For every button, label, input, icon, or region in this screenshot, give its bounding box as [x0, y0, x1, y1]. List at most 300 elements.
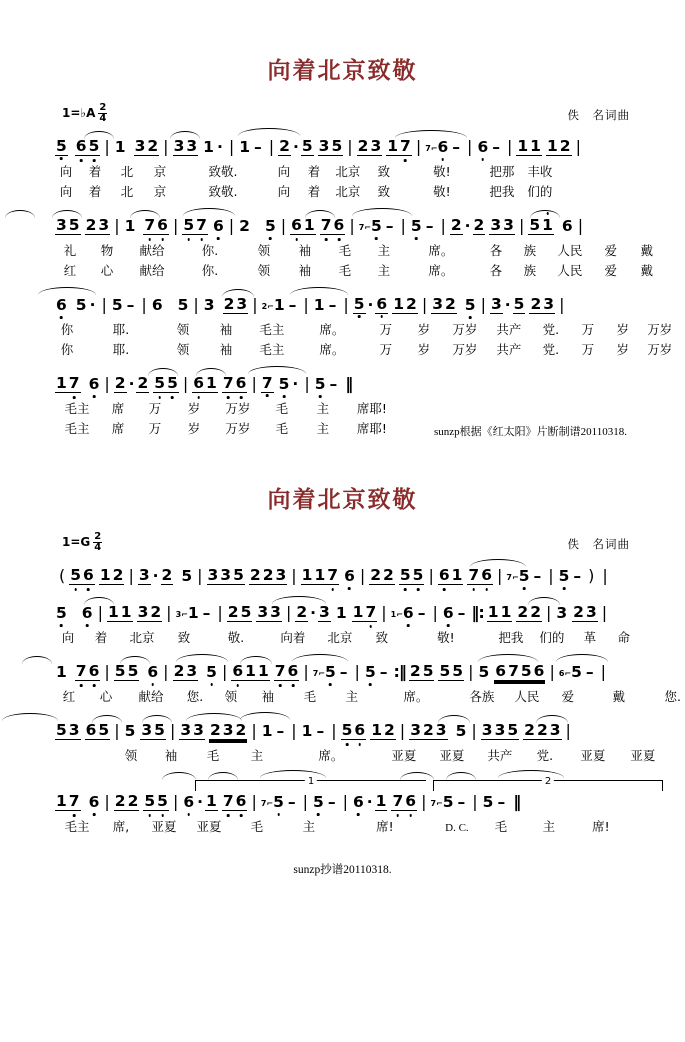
barline: | — [101, 295, 107, 314]
barline: | — [565, 721, 571, 740]
lyric-syllable: 万岁 — [647, 322, 673, 337]
barline: | — [163, 662, 169, 681]
note: 1 — [257, 662, 269, 680]
lyric-syllable: 万岁 — [452, 322, 478, 337]
lyric-syllable: 人民 — [557, 263, 583, 278]
barline: | — [467, 137, 473, 156]
note: 2 — [536, 721, 548, 739]
note: 7 — [222, 374, 234, 392]
lyric-syllable: 毛 — [250, 819, 264, 834]
note: 2 — [384, 721, 395, 739]
note: 5 — [68, 216, 80, 234]
accidental-mark: 7⌐ — [430, 799, 443, 808]
lyric-syllable: 席。 — [319, 342, 345, 357]
note: 1 — [335, 604, 347, 622]
note: 3 — [180, 721, 192, 739]
lyric-syllable: 向 — [59, 164, 73, 179]
lyric-syllable: 席。 — [428, 243, 454, 258]
barline: | — [349, 216, 355, 235]
note: 5 — [452, 662, 464, 680]
lyric-syllable: 主 — [377, 243, 391, 258]
note: 3 — [257, 603, 269, 621]
barline: | — [497, 566, 503, 585]
song-2-system-3 — [0, 721, 685, 764]
key-signature-text: 1=G — [62, 535, 91, 549]
note: 7 — [365, 603, 377, 621]
song-1-system-2 — [0, 216, 685, 279]
slur-mark — [556, 654, 608, 662]
lyric-line — [55, 628, 663, 646]
lyric-syllable: 献给 — [139, 243, 165, 258]
song-2-system-4 — [0, 778, 685, 835]
barline: | — [172, 792, 179, 811]
note: 5 — [273, 793, 284, 811]
note: 2 — [137, 374, 149, 392]
note: 5 — [353, 295, 365, 313]
note: 1 — [187, 604, 199, 622]
note: 6 — [88, 793, 100, 811]
note: 7 — [261, 374, 273, 392]
note: 3 — [318, 137, 330, 155]
note: 6 — [376, 295, 388, 313]
note: 3 — [236, 295, 248, 313]
note: 3 — [141, 721, 153, 739]
lyric-syllable: 耶. — [112, 342, 130, 357]
note: 1 — [530, 137, 541, 155]
barline: | — [251, 374, 257, 393]
barline: | — [399, 721, 406, 740]
note: 6 — [56, 296, 67, 314]
note: 1 — [375, 792, 387, 810]
lyric-syllable: 戴 — [640, 243, 654, 258]
note: 2 — [227, 603, 239, 621]
note: 1 — [352, 603, 364, 621]
note: 3 — [137, 603, 149, 621]
lyric-syllable: 向 — [277, 164, 291, 179]
lyric-syllable: 主 — [542, 819, 556, 834]
notation-line: 1 7 6 | 2 · 2 5 5 | 6 1 7 6 | 7 5 · | 5 – ‖ — [56, 374, 352, 393]
barline: | — [545, 603, 552, 622]
note: 6 — [481, 566, 493, 584]
lyric-syllable: 着 — [307, 184, 321, 199]
barline: | — [421, 295, 428, 314]
barline: | — [471, 721, 477, 740]
lyric-syllable: 亚夏 — [630, 748, 656, 763]
final-barline: ‖ — [345, 374, 352, 393]
slur-mark — [162, 772, 196, 780]
note: 6 — [235, 374, 247, 392]
volta-bracket-2 — [433, 776, 663, 791]
note: 3 — [186, 137, 198, 155]
barline: | — [280, 216, 287, 235]
lyric-syllable: 您. — [186, 689, 204, 704]
note: 5 — [88, 137, 100, 155]
song-1-header — [0, 103, 685, 123]
barline: | — [141, 295, 147, 314]
note: 6 — [88, 662, 100, 680]
lyric-syllable: 族 — [523, 263, 537, 278]
lyric-syllable: 你. — [201, 243, 219, 258]
note: 3 — [173, 137, 185, 155]
lyric-syllable: 领 — [224, 689, 238, 704]
lyric-line-verse-2 — [55, 340, 673, 358]
lyric-syllable: 您. — [664, 689, 682, 704]
lyric-syllable: 向 — [61, 630, 75, 645]
lyric-syllable: 席! — [376, 819, 394, 834]
lyric-line-verse-1 — [55, 399, 663, 417]
credit-song-2: 佚 名词曲 — [567, 537, 630, 551]
lyric-syllable: 万岁 — [452, 342, 478, 357]
note: 1 — [124, 217, 136, 235]
note: 3 — [370, 137, 382, 155]
lyric-syllable: 们的 — [527, 184, 553, 199]
footnote-song-1: sunzp根据《红太阳》片断制谱20110318. — [433, 426, 627, 438]
lyric-syllable: 席, — [112, 819, 130, 834]
lyric-syllable: 敬! — [433, 184, 451, 199]
lyric-line — [55, 687, 682, 705]
note: 2 — [573, 603, 584, 621]
note: 1 — [239, 138, 251, 156]
note: 1 — [261, 722, 273, 740]
note: 2 — [150, 603, 162, 621]
barline: | — [421, 792, 427, 811]
time-signature-song-2 — [93, 532, 102, 552]
note: 5 — [264, 217, 276, 235]
song-1-system-4 — [0, 374, 685, 437]
note: 6 — [85, 721, 97, 739]
song-2-system-1 — [0, 603, 685, 646]
lyric-syllable: 戴 — [640, 263, 654, 278]
barline: | — [428, 566, 434, 585]
meter-denominator: 4 — [94, 541, 102, 553]
lyric-syllable: 席耶! — [356, 401, 387, 416]
barline: | — [518, 216, 525, 235]
lyric-syllable: 北京 — [129, 630, 155, 645]
barline: | — [342, 792, 348, 811]
note: 6 — [405, 792, 417, 810]
note: 3 — [56, 216, 67, 234]
note: 6 — [291, 216, 302, 234]
note: 6 — [83, 566, 94, 584]
accidental-mark: 3⌐ — [175, 610, 188, 619]
lyric-syllable: 京 — [153, 164, 167, 179]
lyric-syllable: 亚夏 — [196, 819, 222, 834]
lyric-syllable: 领 — [257, 243, 271, 258]
time-signature-song-1 — [98, 103, 107, 123]
lyric-syllable: 向 — [59, 184, 73, 199]
note: 2 — [383, 566, 394, 584]
note: 2 — [85, 216, 97, 234]
lyric-syllable: 戴 — [612, 689, 626, 704]
lyric-syllable: 毛 — [338, 263, 352, 278]
note: 2 — [445, 295, 456, 313]
lyric-syllable: 毛 — [275, 421, 289, 436]
slur-mark — [446, 772, 476, 780]
barline: | — [440, 216, 446, 235]
lyric-syllable: 岁 — [187, 401, 201, 416]
slur-mark — [290, 287, 348, 295]
lyric-syllable: 共产 — [496, 342, 522, 357]
note: 5 — [518, 567, 530, 585]
lyric-syllable: 毛 — [338, 243, 352, 258]
note: 5 — [412, 566, 424, 584]
notation-line: 3 5 2 3 | 1 7 6 | 5 7 6 | 2 5 | 6 1 7 6 | 7⌐ 5 – | 5 – | 2 · 2 3 3 | 5 1 6 | — [55, 216, 663, 235]
note: 3 — [98, 216, 110, 234]
note: 2 — [262, 566, 274, 584]
lyric-syllable: 京 — [153, 184, 167, 199]
note: 5 — [422, 662, 434, 680]
note: 3 — [503, 216, 514, 234]
accidental-mark: 1⌐ — [390, 610, 403, 619]
note: 3 — [432, 295, 443, 313]
note: 7 — [400, 137, 411, 155]
barline: | — [415, 137, 422, 156]
note: 5 — [331, 137, 343, 155]
key-signature-song-2 — [62, 532, 102, 552]
lyric-syllable: 致 — [377, 184, 391, 199]
note: 2 — [422, 721, 434, 739]
barline: | — [549, 662, 555, 681]
lyric-syllable: 红 — [63, 263, 77, 278]
lyric-syllable: 岁 — [417, 342, 431, 357]
barline: | — [197, 566, 203, 585]
lyric-syllable: 万 — [148, 401, 162, 416]
note: 3 — [275, 566, 287, 584]
note: 7 — [320, 216, 332, 234]
note: 5 — [364, 663, 376, 681]
barline: | — [268, 137, 275, 156]
note: 5 — [478, 663, 490, 681]
note: 6 — [81, 604, 93, 622]
notation-line: 5 6 | 1 1 3 2 | 3⌐ 1 – | 2 5 3 3 | 2 · 3 1 1 7 | 1⌐ 6 – | 6 – ‖: 1 1 2 2 | 3 2 3 | — [55, 603, 663, 622]
note: 2 — [357, 137, 369, 155]
note: 5 — [233, 566, 244, 584]
lyric-syllable: 丰收 — [527, 164, 553, 179]
note: 1 — [313, 296, 325, 314]
slur-mark — [22, 656, 52, 664]
song-1-system-1 — [0, 137, 685, 200]
note: 2 — [409, 662, 421, 680]
lyric-syllable: 把我 — [498, 630, 524, 645]
barline: | — [169, 721, 176, 740]
lyric-line-verse-1 — [55, 162, 663, 180]
note: 6 — [442, 604, 454, 622]
song-1-system-3 — [0, 295, 685, 358]
note: 1 — [203, 138, 214, 156]
song-2-system-2 — [0, 662, 685, 705]
augmentation-dot: · — [216, 138, 223, 156]
note: 6 — [232, 662, 244, 680]
lyric-syllable: 席 — [111, 401, 125, 416]
barline: | — [104, 374, 110, 393]
slur-mark — [248, 366, 306, 374]
note: 5 — [70, 566, 82, 584]
accidental-mark: 7⌐ — [506, 573, 519, 582]
lyric-syllable: 你. — [201, 263, 219, 278]
note: 2 — [235, 721, 247, 739]
note: 6 — [438, 566, 450, 584]
barline: | — [221, 662, 228, 681]
note: 3 — [585, 603, 597, 621]
note: 3 — [222, 721, 234, 739]
barline: | — [104, 792, 110, 811]
note: 7 — [68, 792, 80, 810]
note: 1 — [273, 296, 285, 314]
lyric-syllable: 袖 — [164, 748, 178, 763]
lyric-syllable: 爱 — [561, 689, 575, 704]
note: 2 — [296, 603, 308, 621]
accidental-mark: 7⌐ — [260, 799, 274, 808]
slur-mark — [240, 712, 290, 720]
slur-mark — [478, 654, 538, 662]
note: 1 — [487, 603, 499, 621]
dc-marking: D. C. — [445, 822, 469, 834]
note: 3 — [186, 662, 198, 680]
volta-bracket-1 — [195, 776, 426, 791]
note: 6 — [88, 375, 100, 393]
lyric-syllable: 主 — [250, 748, 264, 763]
note: 1 — [301, 722, 313, 740]
note: 5 — [56, 721, 67, 739]
note: 5 — [167, 374, 178, 392]
lyric-syllable: 亚夏 — [439, 748, 465, 763]
barline: | — [559, 295, 565, 314]
credit-song-1: 佚 名词曲 — [567, 108, 630, 122]
note: 5 — [513, 295, 525, 313]
slur-mark — [183, 208, 235, 216]
slur-mark — [176, 654, 228, 662]
note: 1 — [99, 566, 111, 584]
slur-mark — [352, 208, 412, 216]
note: 5 — [455, 722, 467, 740]
note: 1 — [107, 603, 119, 621]
note: 3 — [134, 137, 146, 155]
intro-close-paren: ) — [588, 566, 595, 585]
note: 7 — [144, 216, 156, 234]
accidental-mark: 7⌐ — [312, 669, 325, 678]
note: 5 — [114, 662, 126, 680]
note: 6 — [151, 296, 163, 314]
barline: | — [291, 721, 297, 740]
slur-mark — [2, 713, 58, 721]
note: 7 — [68, 374, 80, 392]
barline: | — [252, 295, 258, 314]
lyric-syllable: 主 — [345, 689, 359, 704]
note: 2 — [559, 137, 571, 155]
note: 6 — [533, 662, 545, 680]
page-title-song-1: 向着北京致敬 — [267, 58, 418, 84]
notation-line: ( 5 6 1 2 | 3 · 2 5 | 3 3 5 2 2 3 | 1 1 7 6 | 2 2 5 5 | 6 1 7 6 | 7⌐ 5 – | 5 – ) | — [55, 566, 663, 585]
slur-mark — [208, 772, 238, 780]
barline: | — [104, 662, 110, 681]
barline: | — [343, 295, 349, 314]
lyric-syllable: 席耶! — [356, 421, 387, 436]
lyric-syllable: 人民 — [557, 243, 583, 258]
note: 2 — [114, 374, 126, 392]
lyric-syllable: 万岁 — [647, 342, 673, 357]
lyric-syllable: 岁 — [616, 322, 630, 337]
barline: | — [128, 566, 134, 585]
lyric-syllable: 你 — [60, 342, 74, 357]
lyric-syllable: 岁 — [417, 322, 431, 337]
note: 5 — [301, 137, 313, 155]
lyric-syllable: 万 — [581, 342, 595, 357]
lyric-syllable: 致 — [177, 630, 191, 645]
lyric-syllable: 物 — [100, 243, 114, 258]
lyric-syllable: 毛 — [494, 819, 508, 834]
lyric-syllable: 领 — [124, 748, 138, 763]
note: 6 — [344, 567, 355, 585]
barline: | — [217, 603, 223, 622]
note: 5 — [507, 721, 519, 739]
lyric-syllable: 命 — [617, 630, 631, 645]
lyric-syllable: 你 — [60, 322, 74, 337]
slur-mark — [292, 654, 348, 662]
note: 3 — [435, 721, 447, 739]
note: 5 — [341, 721, 353, 739]
notation-line: 1 7 6 | 5 5 6 | 2 3 5 | 6 1 1 7 6 | 7⌐ 5 – | 5 – :‖ 2 5 5 5 | 5 6 7 5 6 | 6⌐ 5 – | — [55, 662, 663, 681]
key-signature-text: 1=♭A — [62, 106, 96, 120]
barline: | — [432, 603, 438, 622]
note: 5 — [157, 792, 168, 810]
lyric-syllable: 党. — [542, 342, 560, 357]
lyric-syllable: 着 — [88, 164, 102, 179]
note: 3 — [193, 721, 204, 739]
barline: | — [600, 662, 607, 681]
note: 7 — [468, 566, 480, 584]
lyric-syllable: 席 — [111, 421, 125, 436]
note: 1 — [206, 792, 217, 810]
lyric-syllable: 北京 — [327, 630, 353, 645]
meter-numerator: 2 — [94, 531, 102, 542]
repeat-end-sign: :‖ — [393, 662, 406, 681]
lyric-syllable: 北京 — [335, 164, 361, 179]
lyric-line-verse-1 — [55, 241, 663, 259]
lyric-syllable: 致敬. — [208, 184, 238, 199]
lyric-line-verse-2 — [55, 261, 663, 279]
barline: | — [114, 721, 120, 740]
barline: | — [304, 374, 310, 393]
note: 6 — [157, 216, 168, 234]
lyric-syllable: 万岁 — [225, 401, 251, 416]
lyric-syllable: 北 — [120, 164, 134, 179]
lyric-syllable: 致 — [377, 164, 391, 179]
lyric-syllable: 敬! — [433, 164, 451, 179]
slur-mark — [238, 128, 300, 136]
lyric-line-verse-2 — [55, 182, 663, 200]
note: 5 — [127, 662, 139, 680]
lyric-syllable: 毛 — [275, 401, 289, 416]
lyric-syllable: 袖 — [219, 342, 233, 357]
note: 1 — [387, 137, 399, 155]
lyric-syllable: 亚夏 — [580, 748, 606, 763]
note: 2 — [161, 566, 173, 584]
note: 2 — [112, 566, 124, 584]
barline: | — [468, 662, 474, 681]
lyric-syllable: 领 — [257, 263, 271, 278]
barline: | — [97, 603, 103, 622]
key-signature-song-1 — [62, 103, 107, 123]
lyric-syllable: 各 — [489, 263, 503, 278]
lyric-line-verse-1 — [55, 320, 673, 338]
note: 2 — [249, 566, 261, 584]
lyric-syllable: 共产 — [487, 748, 513, 763]
slur-mark — [260, 770, 326, 778]
note: 2 — [530, 295, 542, 313]
note: 5 — [558, 567, 570, 585]
note: 5 — [183, 216, 195, 234]
note: 5 — [439, 662, 451, 680]
